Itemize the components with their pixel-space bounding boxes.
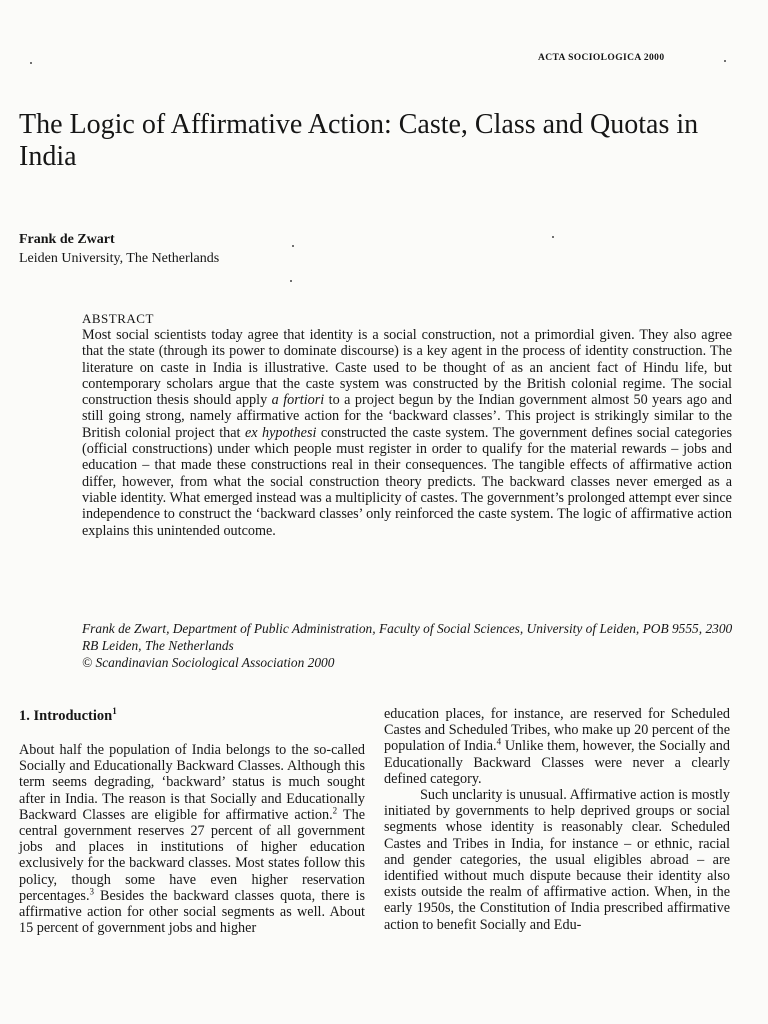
scan-speck [292,245,294,247]
footnote-marker: 1 [112,706,117,717]
paragraph-text: Besides the backward classes quota, there is affirmative action for other social segments as well. About 15 percent of government jobs and higher [19,887,365,937]
footnote-marker: 3 [89,886,95,897]
abstract-text-part: to a project begun by the Indian government almost 50 years ago and still going strong, namely affirmative action for the ‘backward classes’. This project is strikingly similar to the British colonial project that [82,392,732,441]
paragraph-text: education places, for instance, are reserved for Scheduled Castes and Scheduled Tribes, who make up 20 percent of the population of India. [384,706,730,755]
abstract-heading: ABSTRACT [82,311,154,326]
copyright-notice: © Scandinavian Sociological Association 2000 [82,655,335,670]
author-footnote [82,620,737,671]
scan-speck [290,280,292,282]
article-title: The Logic of Affirmative Action: Caste, Class and Quotas in India [19,109,699,172]
abstract-italic-phrase: a fortiori [271,392,325,409]
intro-paragraph-1-continued [384,706,730,787]
abstract-text-part: constructed the caste system. The government defines social categories (official constructions) under which people must register in order to qualify for the material rewards – jobs and education – that made these constructions real in their consequences. The tangible effects of affirmative action differ, however, from what the social construction theory predicts. The backward classes never emerged as a viable identity. What emerged instead was a multiplicity of castes. The government’s prolonged attempt ever since independence to construct the ‘backward classes’ only reinforced the caste system. The logic of affirmative action explains this unintended outcome. [82,424,733,539]
author-affiliation: Leiden University, The Netherlands [19,251,220,266]
abstract-text-part: Most social scientists today agree that identity is a social construction, not a primordial given. They also agree that the state (through its power to dominate discourse) is a key agent in the process of identity construction. The literature on caste in India is illustrative. Caste used to be thought of as an ancient fact of Hindu life, but contemporary scholars argue that the caste system was constructed by the British colonial regime. The social construction thesis should apply [82,327,732,409]
footnote-marker: 2 [332,805,338,816]
abstract [82,311,732,539]
paragraph-text: The central government reserves 27 percent of all government jobs and places in institutions of higher education exclusively for the backward classes. Most states follow this policy, though some have even higher reservation percentages. [19,806,365,904]
abstract-body [82,327,732,539]
scan-speck [724,60,726,62]
paragraph-text: Unlike them, however, the Socially and Educationally Backward Classes were never a clearly defined category. [384,738,730,787]
paragraph-text: About half the population of India belongs to the so-called Socially and Educationally Backward Classes. Although this term seems degrading, ‘backward’ status is much sought after in India. The reason is that Socially and Educationally Backward Classes are eligible for affirmative action. [19,742,365,823]
section-heading-text: 1. Introduction [19,708,113,724]
intro-paragraph-2: Such unclarity is unusual. Affirmative action is mostly initiated by governments to help deprived groups or social segments whose identity is reasonably clear. Scheduled Castes and Tribes in India, for instance – or ethnic, racial and gender categories, the usual eligibles abroad – are identified without much dispute because their identity also exists outside the realm of affirmative action. When, in the early 1950s, the Constitution of India prescribed affirmative action to benefit Socially and Edu- [384,787,730,933]
scan-speck [30,62,32,64]
section-heading [19,706,365,726]
left-column [19,706,365,936]
intro-paragraph-1 [19,742,365,936]
author-address: Frank de Zwart, Department of Public Administration, Faculty of Social Sciences, University of Leiden, POB 9555, 2300 RB Leiden, The Netherlands [82,621,733,653]
scan-speck [552,236,554,238]
footnote-marker: 4 [496,736,502,747]
right-column [384,706,730,933]
abstract-italic-phrase: ex hypothesi [244,424,317,441]
author-name: Frank de Zwart [19,232,115,247]
journal-header: ACTA SOCIOLOGICA 2000 [538,53,665,63]
